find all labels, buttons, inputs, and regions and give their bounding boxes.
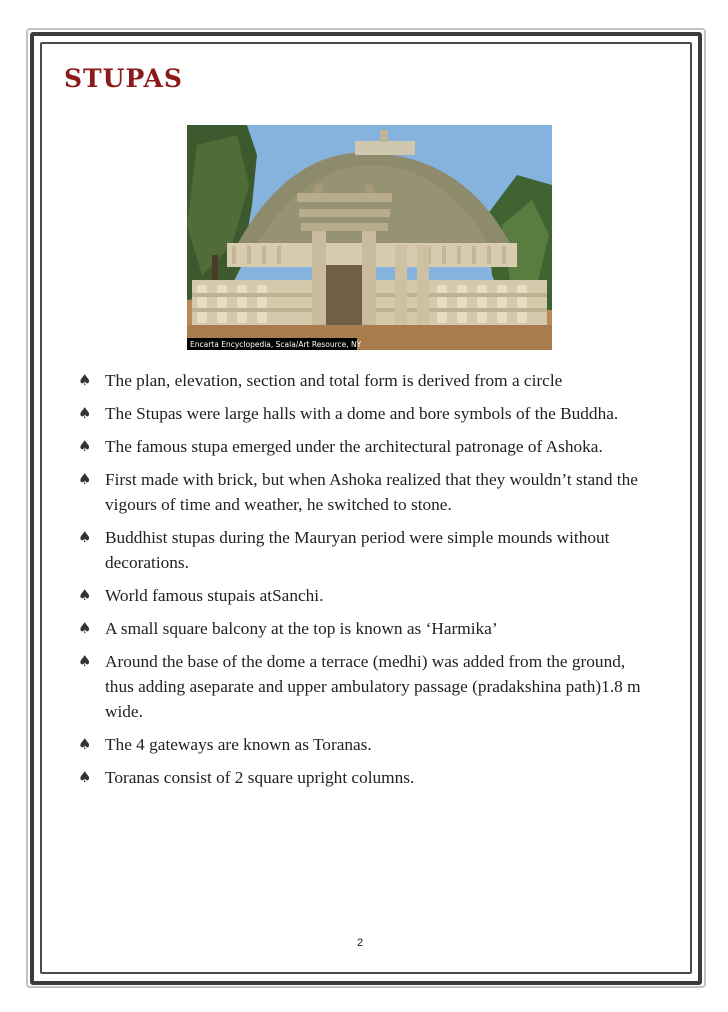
list-item-text: Buddhist stupas during the Mauryan period were simple mounds without decorations. (105, 528, 610, 572)
list-item-text: The plan, elevation, section and total form is derived from a circle (105, 371, 563, 390)
photo-caption: Encarta Encyclopedia, Scala/Art Resource, NY (190, 340, 362, 349)
spade-icon: ♠ (78, 371, 92, 389)
spade-icon: ♠ (78, 404, 92, 422)
list-item (78, 732, 658, 757)
spade-icon: ♠ (78, 652, 92, 670)
list-item (78, 368, 658, 393)
spade-icon: ♠ (78, 470, 92, 488)
spade-icon: ♠ (78, 586, 92, 604)
list-item-text: A small square balcony at the top is known as ‘Harmika’ (105, 619, 498, 638)
spade-icon: ♠ (78, 768, 92, 786)
stupa-photo (187, 125, 552, 350)
list-item-text: The 4 gateways are known as Toranas. (105, 735, 372, 754)
bullet-list (78, 368, 658, 798)
list-item (78, 467, 658, 517)
list-item-text: The Stupas were large halls with a dome and bore symbols of the Buddha. (105, 404, 619, 423)
list-item-text: First made with brick, but when Ashoka realized that they wouldn’t stand the vigours of time and weather, he switched to stone. (105, 470, 638, 514)
page-number: 2 (357, 937, 364, 949)
spade-icon: ♠ (78, 735, 92, 753)
list-item-text: The famous stupa emerged under the architectural patronage of Ashoka. (105, 437, 603, 456)
list-item (78, 616, 658, 641)
list-item (78, 525, 658, 575)
spade-icon: ♠ (78, 437, 92, 455)
list-item-text: Around the base of the dome a terrace (medhi) was added from the ground, thus adding aseparate and upper ambulatory passage (pradakshina path)1.8 m wide. (105, 652, 641, 721)
stupa-illustration (187, 125, 552, 350)
page-title: STUPAS (64, 64, 183, 93)
list-item (78, 434, 658, 459)
list-item (78, 765, 658, 790)
list-item-text: Toranas consist of 2 square upright columns. (105, 768, 415, 787)
list-item (78, 649, 658, 724)
spade-icon: ♠ (78, 528, 92, 546)
list-item (78, 401, 658, 426)
photo-caption-strip (187, 338, 362, 350)
spade-icon: ♠ (78, 619, 92, 637)
list-item (78, 583, 658, 608)
list-item-text: World famous stupais atSanchi. (105, 586, 324, 605)
